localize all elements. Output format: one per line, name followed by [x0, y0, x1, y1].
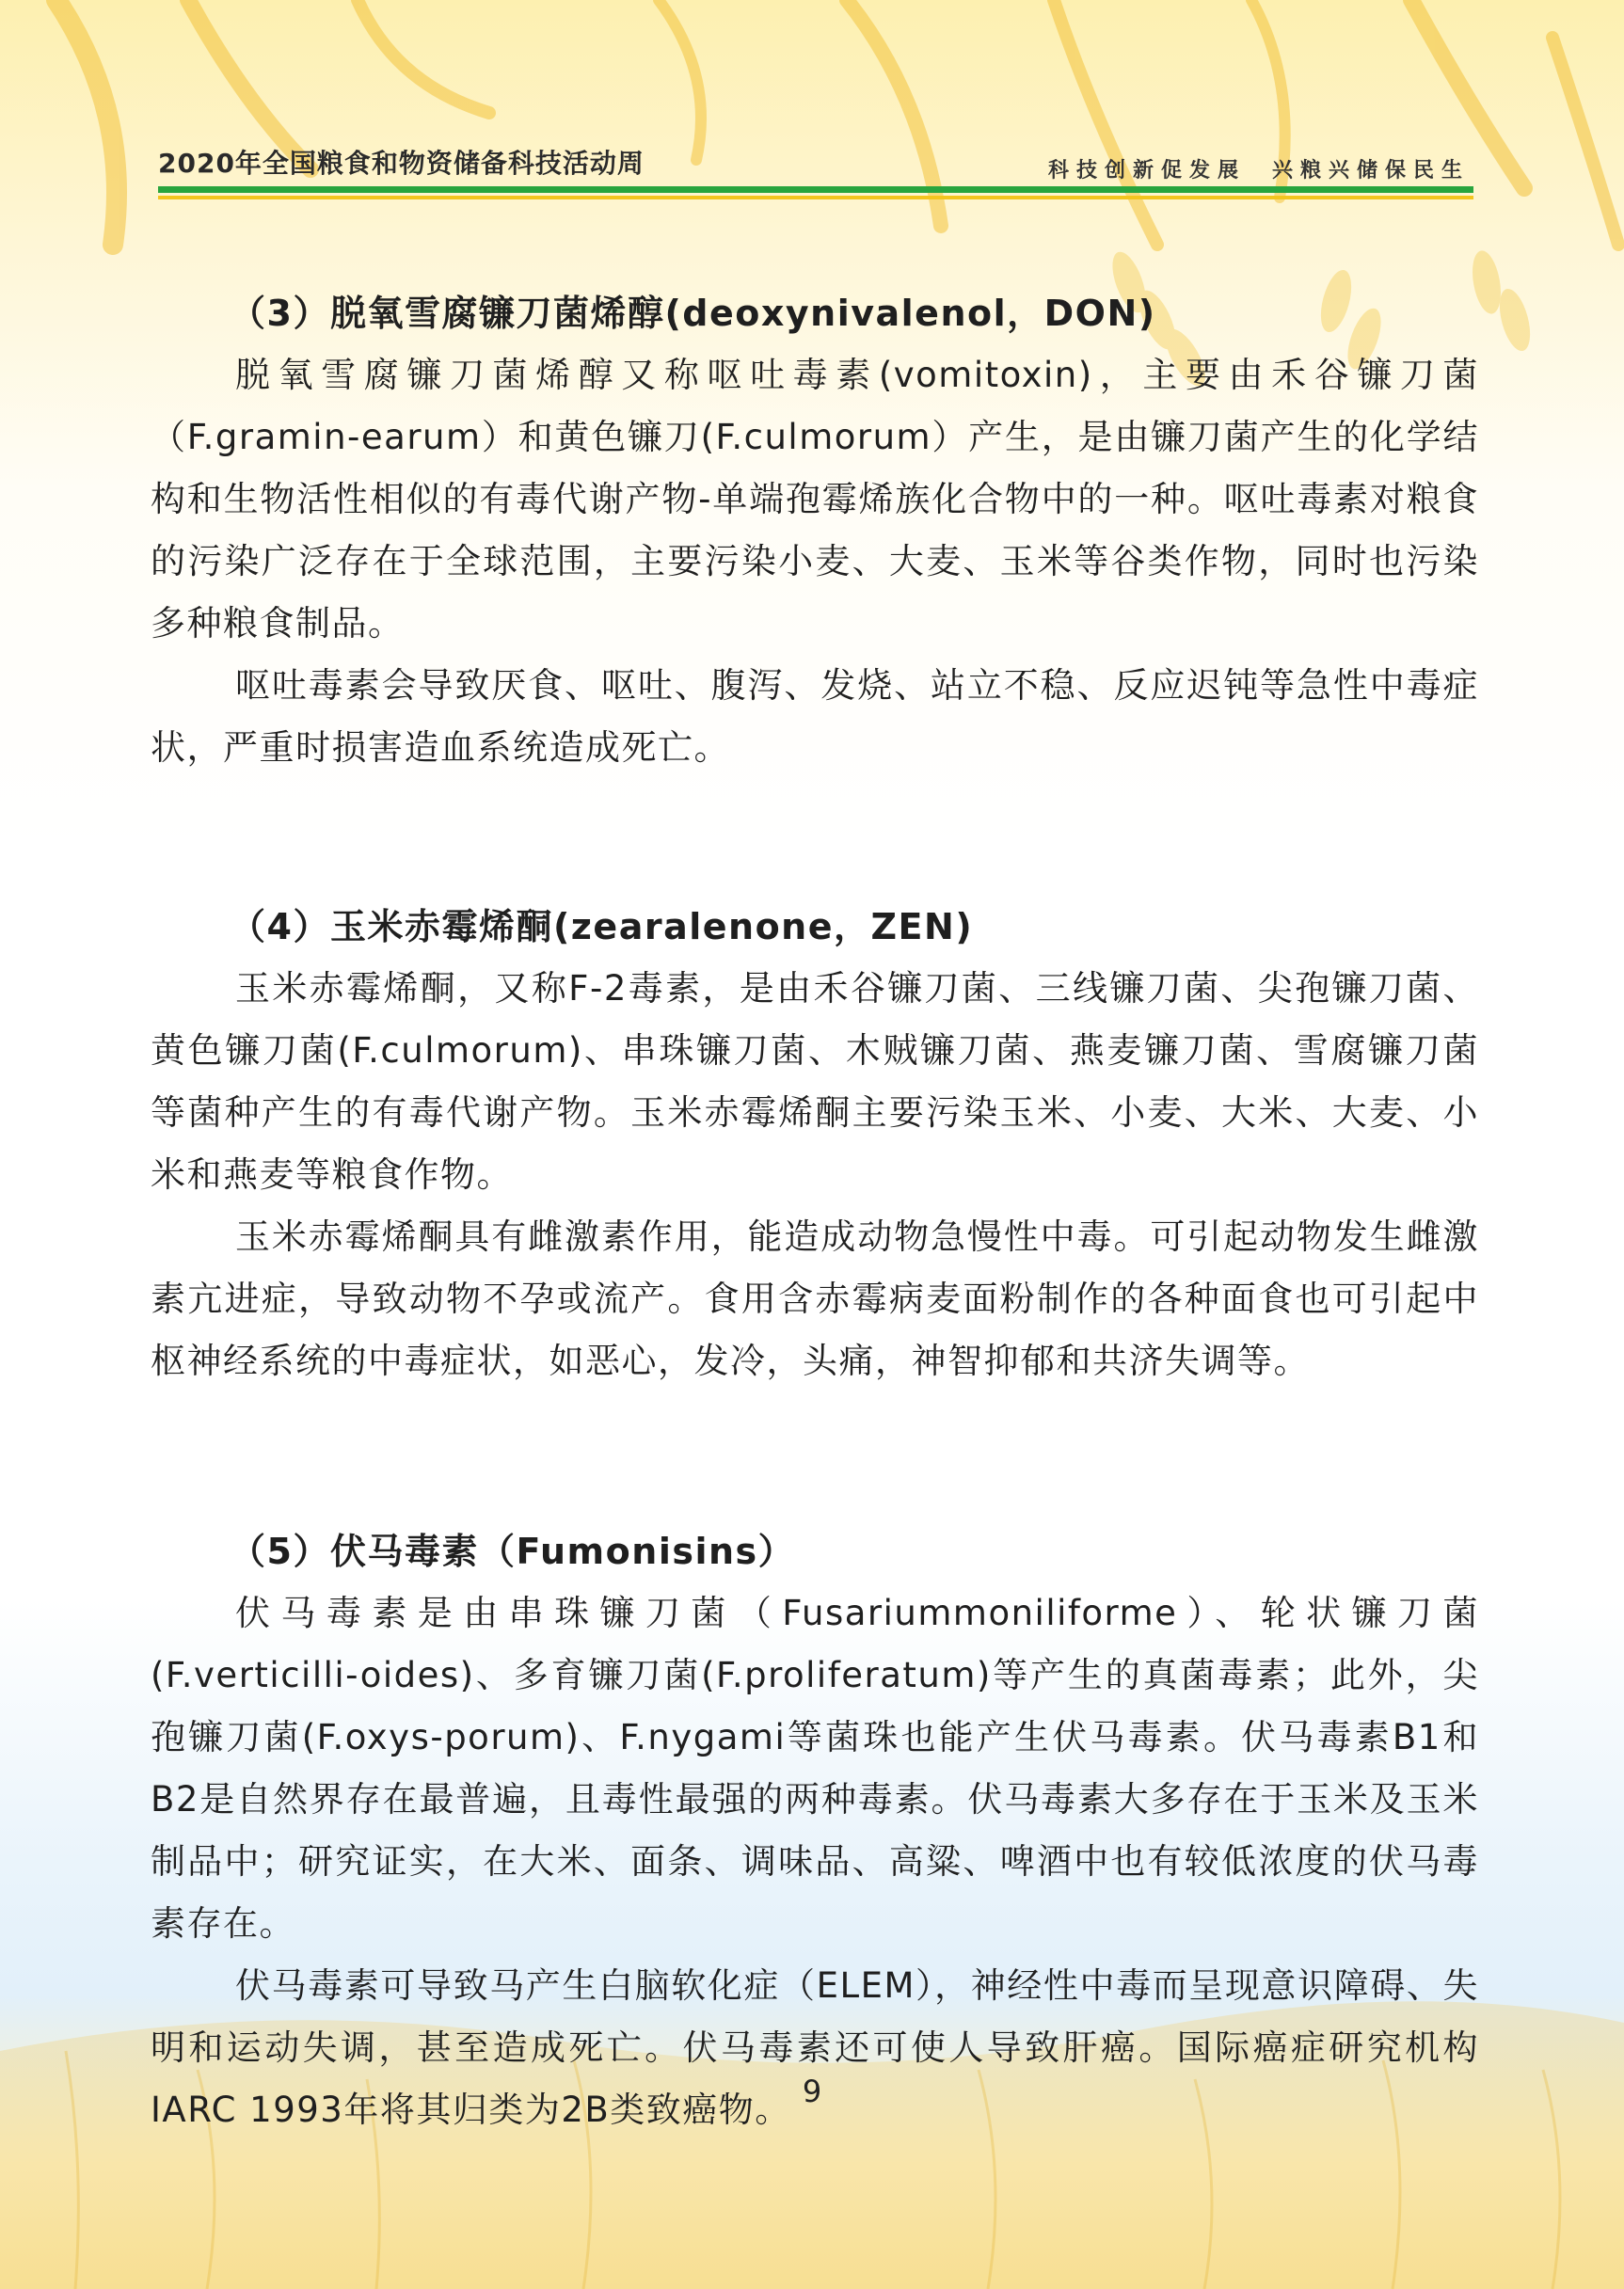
header-rule-green — [158, 186, 1473, 193]
paragraph: 伏马毒素可导致马产生白脑软化症（ELEM），神经性中毒而呈现意识障碍、失明和运动失调，甚至造成死亡。伏马毒素还可使人导致肝癌。国际癌症研究机构IARC 1993年将其归类为2B类致癌物。 — [151, 1965, 1479, 2130]
slogan-right: 兴粮兴储保民生 — [1271, 159, 1470, 183]
paragraph: 玉米赤霉烯酮，又称F-2毒素，是由禾谷镰刀菌、三线镰刀菌、尖孢镰刀菌、黄色镰刀菌(F.culmorum)、串珠镰刀菌、木贼镰刀菌、燕麦镰刀菌、雪腐镰刀菌等菌种产生的有毒代谢产物。玉米赤霉烯酮主要污染玉米、小麦、大米、大麦、小米和燕麦等粮食作物。 — [151, 968, 1479, 1195]
paragraph: 玉米赤霉烯酮具有雌激素作用，能造成动物急慢性中毒。可引起动物发生雌激素亢进症，导致动物不孕或流产。食用含赤霉病麦面粉制作的各种面食也可引起中枢神经系统的中毒症状，如恶心，发冷，头痛，神智抑郁和共济失调等。 — [151, 1216, 1479, 1381]
header-rule-yellow — [158, 196, 1473, 199]
paragraph: 呕吐毒素会导致厌食、呕吐、腹泻、发烧、站立不稳、反应迟钝等急性中毒症状，严重时损害造血系统造成死亡。 — [151, 665, 1479, 768]
paragraph: 伏马毒素是由串珠镰刀菌（Fusariummoniliforme）、轮状镰刀菌(F.verticilli-oides)、多育镰刀菌(F.proliferatum)等产生的真菌毒素；此外，尖孢镰刀菌(F.oxys-porum)、F.nygami等菌珠也能产生伏马毒素。伏马毒素B1和B2是自然界存在最普遍，且毒性最强的两种毒素。伏马毒素大多存在于玉米及玉米制品中；研究证实，在大米、面条、调味品、高粱、啤酒中也有较低浓度的伏马毒素存在。 — [151, 1593, 1479, 1944]
section-don — [151, 282, 1479, 779]
section-heading: （3）脱氧雪腐镰刀菌烯醇(deoxynivalenol，DON) — [230, 293, 1156, 334]
section-heading: （4）玉米赤霉烯酮(zearalenone，ZEN) — [230, 906, 974, 947]
document-body — [151, 282, 1479, 2141]
slogan-left: 科技创新促发展 — [1047, 159, 1246, 183]
section-zen — [151, 896, 1479, 1392]
header-slogan — [1048, 154, 1470, 183]
page-number: 9 — [802, 2074, 822, 2109]
section-fumonisins — [151, 1520, 1479, 2141]
page-header — [0, 0, 1624, 216]
paragraph: 脱氧雪腐镰刀菌烯醇又称呕吐毒素(vomitoxin)，主要由禾谷镰刀菌（F.gramin-earum）和黄色镰刀(F.culmorum）产生，是由镰刀菌产生的化学结构和生物活性相似的有毒代谢产物-单端孢霉烯族化合物中的一种。呕吐毒素对粮食的污染广泛存在于全球范围，主要污染小麦、大麦、玉米等谷类作物，同时也污染多种粮食制品。 — [151, 355, 1479, 644]
header-title: 2020年全国粮食和物资储备科技活动周 — [158, 148, 645, 179]
section-heading: （5）伏马毒素（Fumonisins） — [230, 1531, 796, 1572]
